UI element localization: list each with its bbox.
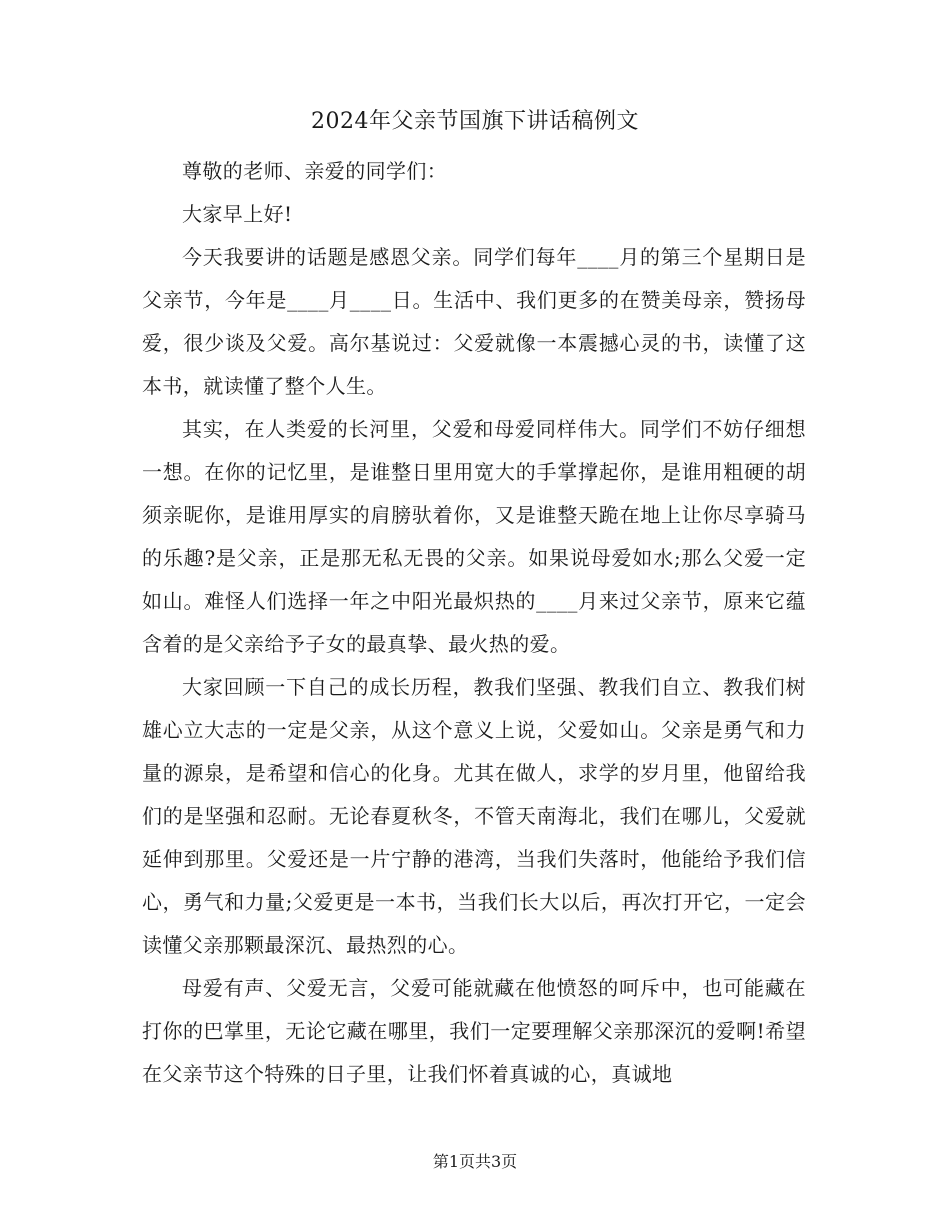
page-number: 第1页共3页 — [432, 1152, 518, 1171]
paragraph: 大家回顾一下自己的成长历程，教我们坚强、教我们自立、教我们树雄心立大志的一定是父亲，从这个意义上说，父爱如山。父亲是勇气和力量的源泉，是希望和信心的化身。尤其在做人，求学的岁月里，他留给我们的是坚强和忍耐。无论春夏秋冬，不管天南海北，我们在哪儿，父爱就延伸到那里。父爱还是一片宁静的港湾，当我们失落时，他能给予我们信心，勇气和力量;父爱更是一本书，当我们长大以后，再次打开它，一定会读懂父亲那颗最深沉、最热烈的心。 — [142, 675, 806, 957]
paragraph: 其实，在人类爱的长河里，父爱和母爱同样伟大。同学们不妨仔细想一想。在你的记忆里，是谁整日里用宽大的手掌撑起你，是谁用粗硬的胡须亲昵你，是谁用厚实的肩膀驮着你，又是谁整天跪在地上让你尽享骑马的乐趣?是父亲，正是那无私无畏的父亲。如果说母爱如水;那么父爱一定如山。难怪人们选择一年之中阳光最炽热的____月来过父亲节，原来它蕴含着的是父亲给予子女的最真挚、最火热的爱。 — [142, 417, 806, 656]
document-body — [142, 150, 806, 1096]
document-title: 2024年父亲节国旗下讲话稿例文 — [311, 109, 639, 134]
paragraph: 今天我要讲的话题是感恩父亲。同学们每年____月的第三个星期日是父亲节，今年是____月____日。生活中、我们更多的在赞美母亲，赞扬母爱，很少谈及父爱。高尔基说过：父爱就像一本震撼心灵的书，读懂了这本书，就读懂了整个人生。 — [142, 245, 806, 398]
paragraph-salutation: 尊敬的老师、亲爱的同学们： — [182, 159, 448, 183]
paragraph: 母爱有声、父爱无言，父爱可能就藏在他愤怒的呵斥中，也可能藏在打你的巴掌里，无论它藏在哪里，我们一定要理解父亲那深沉的爱啊!希望在父亲节这个特殊的日子里，让我们怀着真诚的心，真诚地 — [142, 976, 806, 1086]
paragraph-greeting: 大家早上好! — [182, 202, 293, 226]
